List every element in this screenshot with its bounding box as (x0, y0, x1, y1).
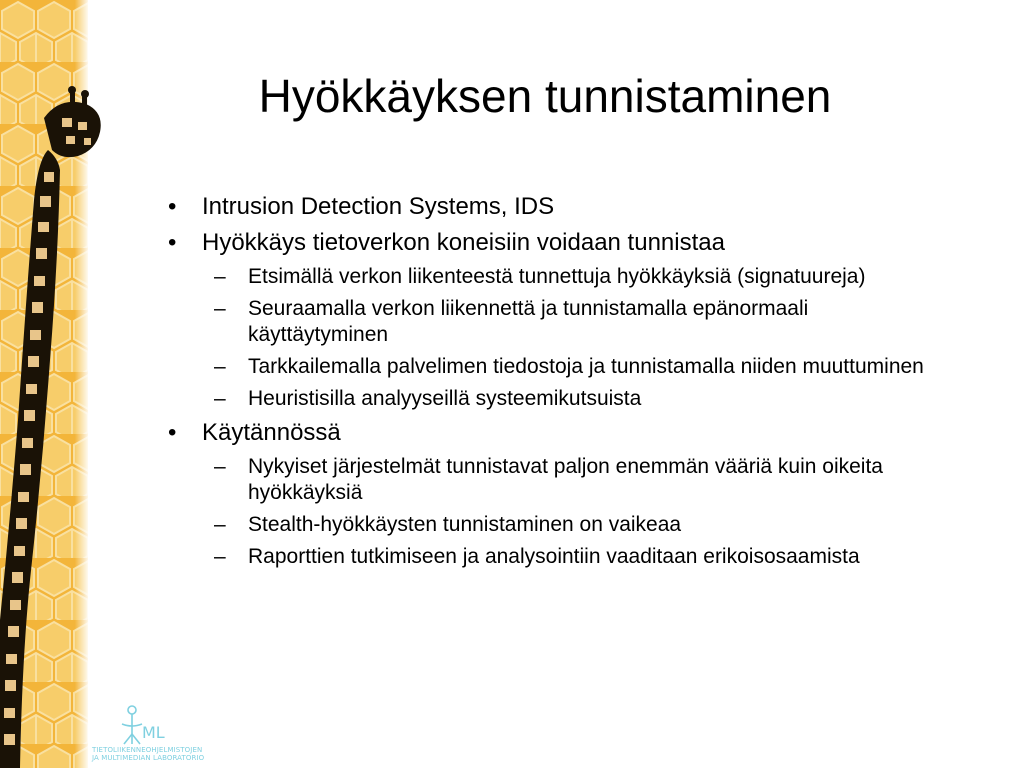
bullet-text: Hyökkäys tietoverkon koneisiin voidaan tunnistaa (202, 229, 725, 256)
sub-bullet-text: Nykyiset järjestelmät tunnistavat paljon enemmän vääriä kuin oikeita hyökkäyksiä (248, 455, 883, 504)
lab-logo-caption (92, 746, 222, 762)
lab-logo-mark: ML (142, 723, 165, 742)
bullet-item (160, 192, 960, 222)
sub-bullet-item (160, 386, 948, 412)
slide-title: Hyökkäyksen tunnistaminen (258, 70, 832, 122)
sub-bullet-text: Tarkkailemalla palvelimen tiedostoja ja tunnistamalla niiden muuttuminen (248, 355, 924, 378)
lab-logo (92, 704, 222, 766)
sub-bullet-text: Seuraamalla verkon liikennettä ja tunnistamalla epänormaali käyttäytyminen (248, 297, 809, 346)
dash-mark: – (214, 265, 226, 288)
bullet-mark: • (168, 193, 177, 220)
dash-mark: – (214, 455, 226, 478)
lab-logo-icon (92, 704, 222, 746)
sub-bullet-item (160, 354, 948, 380)
bullet-mark: • (168, 419, 177, 446)
sub-bullet-item (160, 264, 948, 290)
sub-bullet-text: Heuristisilla analyyseillä systeemikutsuista (248, 387, 642, 410)
bullet-text: Intrusion Detection Systems, IDS (202, 193, 555, 220)
sub-bullet-text: Stealth-hyökkäysten tunnistaminen on vaikeaa (248, 513, 682, 536)
bullet-mark: • (168, 229, 177, 256)
lab-logo-caption-line: TIETOLIIKENNEOHJELMISTOJEN (92, 746, 203, 754)
sub-bullet-item (160, 454, 948, 506)
dash-mark: – (214, 513, 226, 536)
slide-content (160, 192, 960, 576)
sub-bullet-item (160, 512, 948, 538)
bullet-item (160, 228, 960, 258)
lab-logo-caption-line: JA MULTIMEDIAN LABORATORIO (92, 754, 205, 762)
dash-mark: – (214, 387, 226, 410)
sub-bullet-item (160, 296, 948, 348)
sub-bullet-item (160, 544, 948, 570)
giraffe-illustration (0, 0, 110, 768)
dash-mark: – (214, 297, 226, 320)
sub-bullet-text: Etsimällä verkon liikenteestä tunnettuja hyökkäyksiä (signatuureja) (248, 265, 866, 288)
dash-mark: – (214, 355, 226, 378)
dash-mark: – (214, 545, 226, 568)
bullet-text: Käytännössä (202, 419, 341, 446)
bullet-item (160, 418, 960, 448)
sub-bullet-text: Raporttien tutkimiseen ja analysointiin vaaditaan erikoisosaamista (248, 545, 860, 568)
